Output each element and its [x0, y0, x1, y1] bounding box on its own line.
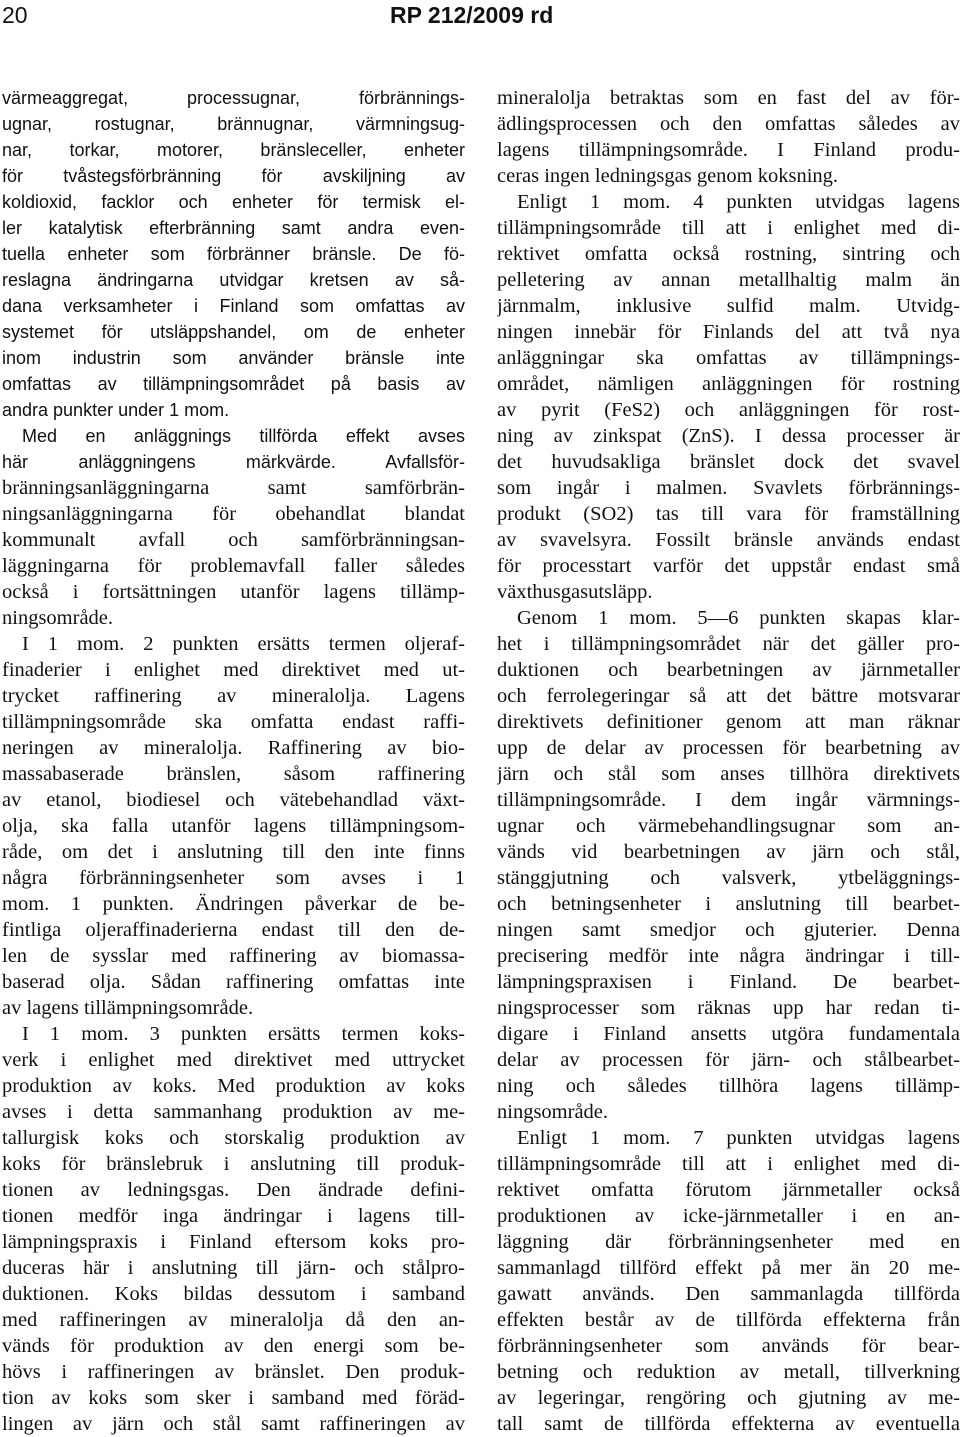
text-line: Enligt 1 mom. 7 punkten utvidgas lagens: [517, 1127, 960, 1149]
text-line: delar av processen för järn- och stålbearbet-: [497, 1049, 960, 1071]
text-line: rektivet omfatta förutom järnmetaller också: [497, 1179, 960, 1201]
text-line: tillämpningsområde till att i enlighet med di-: [497, 217, 960, 239]
text-line: tion av koks som sker i samband med föräd-: [2, 1387, 465, 1409]
text-line: ningsområde.: [2, 607, 114, 629]
text-line: för tvåstegsförbränning för avskiljning av: [2, 166, 465, 186]
text-line: inom industrin som använder bränsle inte: [2, 348, 465, 368]
text-line: av svavelsyra. Fossilt bränsle används endast: [497, 529, 960, 551]
text-line: tall samt de tillförda effekterna av eventuella: [497, 1413, 960, 1435]
text-line: len de sysslar med raffinering av biomassa-: [2, 945, 465, 967]
text-line: råde, om det i anslutning till den inte finns: [2, 841, 465, 863]
text-line: ning och således tillhöra lagens tillämp-: [497, 1075, 960, 1097]
text-line: ugnar, rostugnar, brännugnar, värmningsug-: [2, 114, 465, 134]
text-line: tuella enheter som förbränner bränsle. De fö-: [2, 244, 465, 264]
text-line: lämpningspraxis i Finland eftersom koks pro-: [2, 1231, 465, 1253]
text-line: värmeaggregat, processugnar, förbrännings-: [2, 88, 465, 108]
text-line: tionen av ledningsgas. Den ändrade defini-: [2, 1179, 465, 1201]
text-line: och ferrolegeringar så att det bättre motsvarar: [497, 685, 960, 707]
text-line: andra punkter under 1 mom.: [2, 400, 230, 420]
text-line: läggningarna för problemavfall faller således: [2, 555, 465, 577]
text-line: som ingår i malmen. Svavlets förbrännings-: [497, 477, 960, 499]
text-line: tillämpningsområde ska omfatta endast raffi-: [2, 711, 465, 733]
text-line: Med en anläggnings tillförda effekt avses: [22, 426, 465, 446]
text-line: betning och reduktion av metall, tillverkning: [497, 1361, 960, 1383]
text-line: olja, ska falla utanför lagens tillämpningsom-: [2, 815, 465, 837]
text-line: Enligt 1 mom. 4 punkten utvidgas lagens: [517, 191, 960, 213]
text-line: av legeringar, rengöring och gjutning av me-: [497, 1387, 960, 1409]
text-line: järn och stål som anses tillhöra direktivets: [497, 763, 960, 785]
text-line: av etanol, biodiesel och vätebehandlad växt-: [2, 789, 465, 811]
text-line: vänds för produktion av den energi som be-: [2, 1335, 465, 1357]
text-line: massabaserade bränslen, såsom raffinering: [2, 763, 465, 785]
text-line: ädlingsprocessen och den omfattas således av: [497, 113, 960, 135]
text-line: av pyrit (FeS2) och anläggningen för rost-: [497, 399, 960, 421]
text-line: sammanlagd tillförd effekt på mer än 20 me-: [497, 1257, 960, 1279]
text-line: området, nämligen anläggningen för rostning: [497, 373, 960, 395]
text-line: gawatt används. Den sammanlagda tillförda: [497, 1283, 960, 1305]
text-line: mom. 1 punkten. Ändringen påverkar de be-: [2, 893, 465, 915]
text-line: rektivet omfatta också rostning, sintring och: [497, 243, 960, 265]
text-line: duktionen. Koks bildas dessutom i samband: [2, 1283, 465, 1305]
text-line: kommunalt avfall och samförbränningsan-: [2, 529, 465, 551]
text-line: för processtart varför det uppstår endast små: [497, 555, 960, 577]
text-line: produktionen av icke-järnmetaller i en an-: [497, 1205, 960, 1227]
text-line: dana verksamheter i Finland som omfattas av: [2, 296, 465, 316]
text-line: trycket raffinering av mineralolja. Lagens: [2, 685, 465, 707]
text-line: växthusgasutsläpp.: [497, 581, 653, 603]
page-header: [0, 0, 960, 40]
text-line: upp de delar av processen för bearbetning av: [497, 737, 960, 759]
text-line: precisering medför inte några ändringar i till-: [497, 945, 960, 967]
text-line: hövs i raffineringen av bränslet. Den produk-: [2, 1361, 465, 1383]
text-line: ningen samt smedjor och gjuterier. Denna: [497, 919, 960, 941]
text-line: tillämpningsområde till att i enlighet med di-: [497, 1153, 960, 1175]
document-reference: RP 212/2009 rd: [390, 2, 554, 28]
text-line: verk i enlighet med direktivet med uttrycket: [2, 1049, 465, 1071]
text-line: med raffineringen av mineralolja då den an-: [2, 1309, 465, 1331]
text-line: finaderier i enlighet med direktivet med ut-: [2, 659, 465, 681]
text-line: produktion av koks. Med produktion av koks: [2, 1075, 465, 1097]
text-line: här anläggningens märkvärde. Avfallsför-: [2, 452, 465, 472]
text-line: koldioxid, facklor och enheter för termisk el-: [2, 192, 465, 212]
text-line: av lagens tillämpningsområde.: [2, 997, 254, 1019]
text-line: duceras här i anslutning till järn- och stålpro-: [2, 1257, 465, 1279]
text-line: lingen av järn och stål samt raffineringen av: [2, 1413, 465, 1435]
text-line: I 1 mom. 3 punkten ersätts termen koks-: [22, 1023, 465, 1045]
text-line: ningsprocesser som räknas upp har redan ti-: [497, 997, 960, 1019]
text-line: neringen av mineralolja. Raffinering av bio-: [2, 737, 465, 759]
text-line: järnmalm, inklusive sulfid malm. Utvidg-: [497, 295, 960, 317]
text-line: mineralolja betraktas som en fast del av för-: [497, 87, 960, 109]
text-line: ningsområde.: [497, 1101, 609, 1123]
text-line: stänggjutning och valsverk, ytbeläggnings-: [497, 867, 960, 889]
text-line: Genom 1 mom. 5—6 punkten skapas klar-: [517, 607, 960, 629]
text-line: förbränningsenheter som används för bear-: [497, 1335, 960, 1357]
text-line: tallurgisk koks och storskalig produktion av: [2, 1127, 465, 1149]
text-line: tionen medför inga ändringar i lagens till-: [2, 1205, 465, 1227]
text-line: tillämpningsområde. I dem ingår värmnings-: [497, 789, 960, 811]
text-line: ler katalytisk efterbränning samt andra even-: [2, 218, 465, 238]
text-line: effekten består av de tillförda effekterna från: [497, 1309, 960, 1331]
text-line: och betningsenheter i anslutning till bearbet-: [497, 893, 960, 915]
text-line: läggning där förbränningsenheter med en: [497, 1231, 960, 1253]
text-line: det huvudsakliga bränslet dock det svavel: [497, 451, 960, 473]
text-line: ugnar och värmebehandlingsugnar som an-: [497, 815, 960, 837]
text-line: I 1 mom. 2 punkten ersätts termen oljeraf-: [22, 633, 465, 655]
text-line: omfattas av tillämpningsområdet på basis av: [2, 374, 465, 394]
text-line: baserad olja. Sådan raffinering omfattas inte: [2, 971, 465, 993]
text-line: några förbränningsenheter som avses i 1: [2, 867, 465, 889]
text-line: bränningsanläggningarna samt samförbrän-: [2, 477, 465, 499]
text-line: produkt (SO2) tas till vara för framställning: [497, 503, 960, 525]
right-column: [497, 85, 960, 1437]
text-line: digare i Finland ansetts utgöra fundamentala: [497, 1023, 960, 1045]
text-line: vänds vid bearbetningen av järn och stål,: [497, 841, 960, 863]
text-line: ceras ingen ledningsgas genom koksning.: [497, 165, 839, 187]
text-line: ningsanläggningarna för obehandlat blandat: [2, 503, 465, 525]
text-line: systemet för utsläppshandel, om de enheter: [2, 322, 465, 342]
text-line: också i fortsättningen utanför lagens tillämp-: [2, 581, 465, 603]
text-line: het i tillämpningsområdet när det gäller pro-: [497, 633, 960, 655]
text-line: reslagna ändringarna utvidgar kretsen av så-: [2, 270, 465, 290]
text-line: lämpningspraxisen i Finland. De bearbet-: [497, 971, 960, 993]
text-line: nar, torkar, motorer, bränsleceller, enheter: [2, 140, 465, 160]
text-line: ning av zinkspat (ZnS). I dessa processer är: [497, 425, 960, 447]
text-line: lagens tillämpningsområde. I Finland produ-: [497, 139, 960, 161]
left-column: [2, 85, 465, 1437]
text-line: ningen innebär för Finlands del att två nya: [497, 321, 960, 343]
text-line: direktivets definitioner genom att man räknar: [497, 711, 960, 733]
text-line: koks för bränslebruk i anslutning till produk-: [2, 1153, 465, 1175]
text-line: fintliga oljeraffinaderierna endast till den de-: [2, 919, 465, 941]
text-line: avses i detta sammanhang produktion av me-: [2, 1101, 465, 1123]
text-line: pelletering av annan metallhaltig malm än: [497, 269, 960, 291]
page-number: 20: [2, 2, 28, 28]
text-line: duktionen och bearbetningen av järnmetaller: [497, 659, 960, 681]
text-line: anläggningar ska omfattas av tillämpnings-: [497, 347, 960, 369]
